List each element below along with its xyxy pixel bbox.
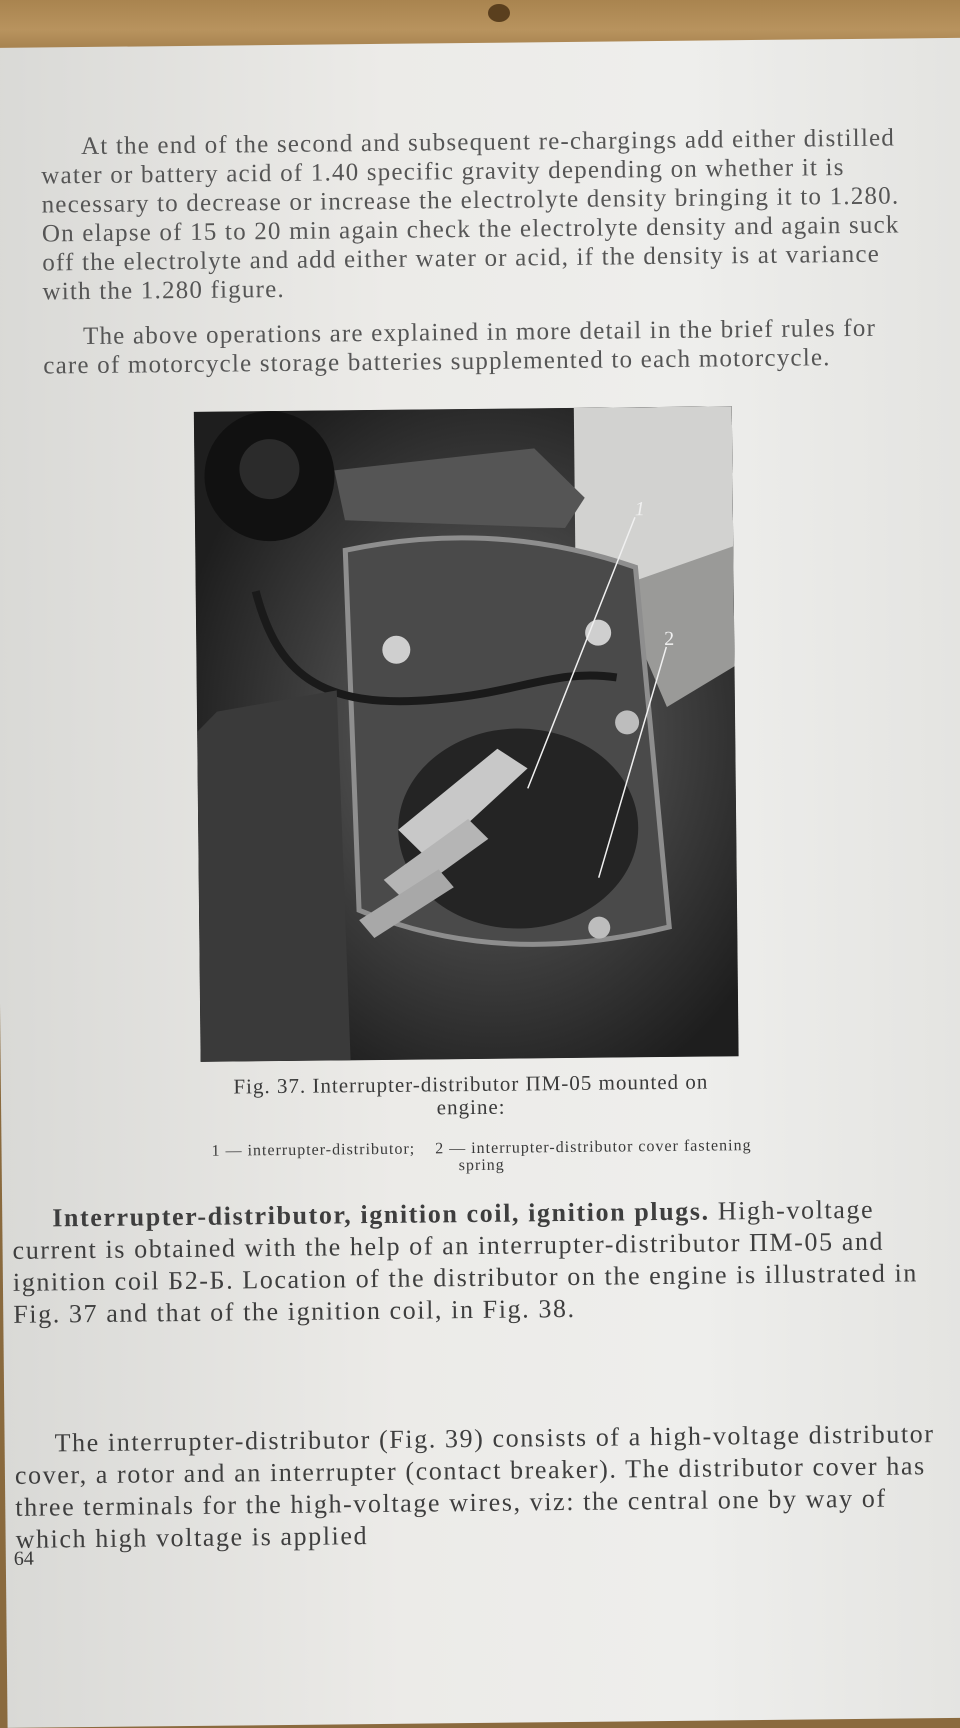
paragraph-operations-explained: The above operations are explained in more detail in the brief rules for care of motorcycle storage batteries supplemented to each motorcycle. xyxy=(43,314,877,380)
wood-knot xyxy=(488,4,510,22)
page-number: 64 xyxy=(13,1547,34,1570)
figure-caption: Fig. 37. Interrupter-distributor ПМ-05 mounted on engine: xyxy=(233,1069,709,1120)
section-heading: Interrupter-distributor, ignition coil, ignition plugs. xyxy=(52,1196,710,1233)
section-body: High-voltage current is obtained with the help of an interrupter-distributor ПМ-05 and ignition coil Б2-Б. Location of the distributor on the engine is illustrated in Fig. 37 and that of the ignition coil, in Fig. 38. xyxy=(12,1194,919,1329)
paragraph-ignition-system xyxy=(12,1193,933,1331)
paragraph-battery-recharging: At the end of the second and subsequent re-chargings add either distilled water or battery acid of 1.40 specific gravity depending on whether it is necessary to decrease or increase the electrolyte density bringing it to 1.280. On elapse of 15 to 20 min again check the electrolyte density and again suck off the electrolyte and add either water or acid, if the density is at variance with the 1.280 figure. xyxy=(41,124,900,306)
figure-37-photo xyxy=(194,406,739,1062)
callout-1: 1 xyxy=(634,498,645,521)
book-page xyxy=(0,38,960,1728)
legend-item-1: 1 — interrupter-distributor; xyxy=(211,1140,416,1160)
figure-legend xyxy=(201,1137,761,1177)
paragraph-distributor-description: The interrupter-distributor (Fig. 39) consists of a high-voltage distributor cover, a rotor and an interrupter (contact breaker). The distributor cover has three terminals for the high-voltage wires, viz: the central one by way of which high voltage is applied xyxy=(14,1419,935,1554)
legend-item-2: 2 — interrupter-distributor cover fastening spring xyxy=(435,1137,752,1175)
engine-distributor-photo xyxy=(194,406,739,1062)
callout-2: 2 xyxy=(664,627,675,650)
